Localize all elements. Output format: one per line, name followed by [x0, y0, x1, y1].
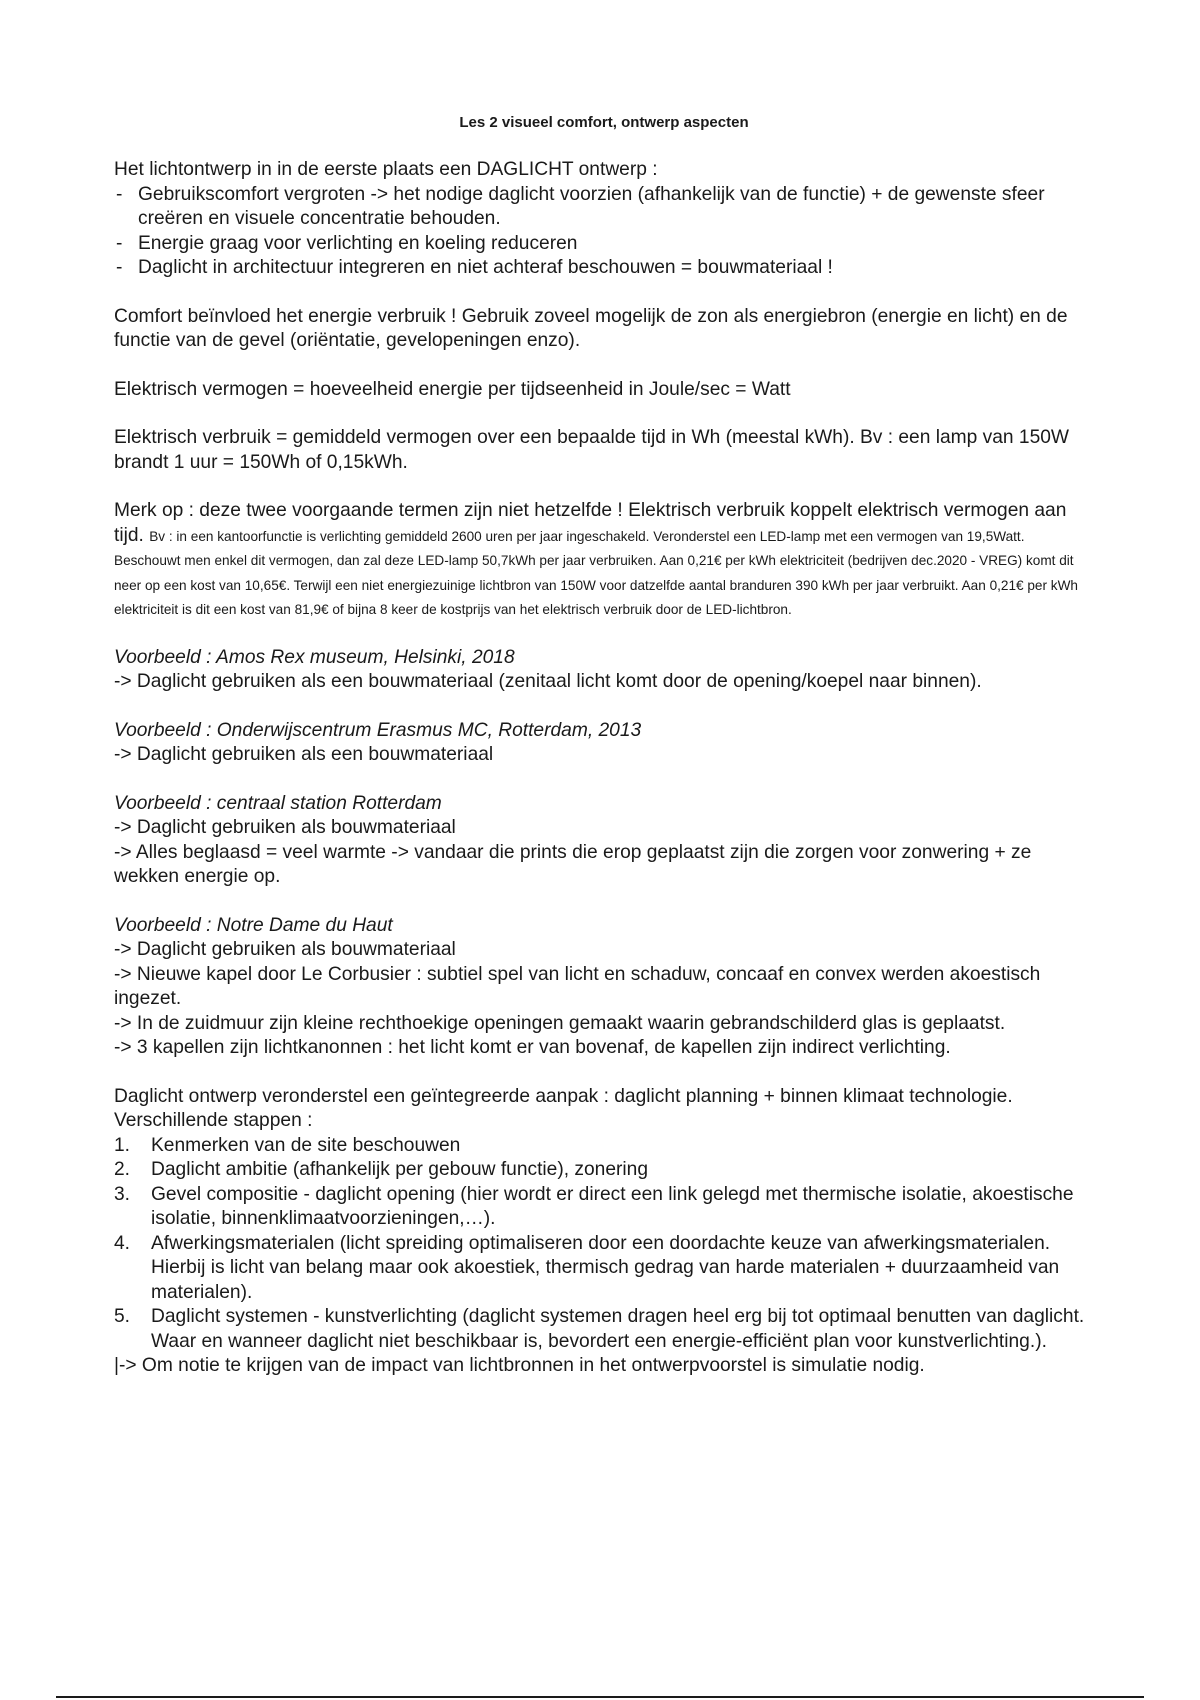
step-text: Afwerkingsmaterialen (licht spreiding optimaliseren door een doordachte keuze van afwerkingsmaterialen. Hierbij is licht van belang maar ook akoestiek, thermisch gedrag van harde materialen + duurzaamheid van materialen).	[151, 1232, 1060, 1303]
list-item: - Daglicht in architectuur integreren en niet achteraf beschouwen = bouwmateriaal !	[114, 256, 1094, 281]
example-line: -> Daglicht gebruiken als bouwmateriaal	[114, 939, 456, 960]
example-line: -> Daglicht gebruiken als bouwmateriaal	[114, 817, 456, 838]
example-heading: Voorbeeld : Notre Dame du Haut	[114, 914, 393, 936]
list-item	[114, 1305, 1094, 1354]
step-text: Gevel compositie - daglicht opening (hier wordt er direct een link gelegd met thermische isolatie, akoestische isolatie, binnenklimaatvoorzieningen,…).	[151, 1183, 1074, 1229]
merkop-main: Merk op : deze twee voorgaande termen zijn niet hetzelfde ! Elektrisch verbruik koppelt elektrisch vermogen aan tijd.	[114, 500, 1067, 546]
bottom-divider	[56, 1696, 1144, 1698]
intro-list	[114, 183, 1094, 281]
list-item	[114, 1183, 1094, 1232]
design-steps	[114, 1134, 1094, 1355]
vermogen-paragraph: Elektrisch vermogen = hoeveelheid energie per tijdseenheid in Joule/sec = Watt	[114, 378, 791, 400]
step-text: Kenmerken van de site beschouwen	[151, 1134, 461, 1156]
step-number: 4.	[114, 1232, 131, 1254]
list-item: - Gebruikscomfort vergroten -> het nodige daglicht voorzien (afhankelijk van de functie) + de gewenste sfeer creëren en visuele concentratie behouden.	[114, 183, 1094, 232]
example-line: -> Daglicht gebruiken als een bouwmateriaal (zenitaal licht komt door de opening/koepel naar binnen).	[114, 671, 982, 692]
example-line: -> 3 kapellen zijn lichtkanonnen : het licht komt er van bovenaf, de kapellen zijn indirect verlichting.	[114, 1037, 951, 1058]
example-line: -> In de zuidmuur zijn kleine rechthoekige openingen gemaakt waarin gebrandschilderd glas is geplaatst.	[114, 1012, 1006, 1034]
example-heading: Voorbeeld : Amos Rex museum, Helsinki, 2018	[114, 646, 515, 668]
list-item	[114, 1134, 1094, 1159]
example-heading: Voorbeeld : Onderwijscentrum Erasmus MC, Rotterdam, 2013	[114, 719, 642, 741]
list-item	[114, 1158, 1094, 1183]
comfort-paragraph: Comfort beïnvloed het energie verbruik ! Gebruik zoveel mogelijk de zon als energiebron (energie en licht) en de functie van de gevel (oriëntatie, gevelopeningen enzo).	[114, 305, 1068, 351]
document-body	[114, 158, 1094, 1379]
step-number: 3.	[114, 1183, 131, 1205]
list-item: - Energie graag voor verlichting en koeling reduceren	[114, 232, 1094, 257]
example-line: -> Daglicht gebruiken als een bouwmateriaal	[114, 744, 494, 765]
step-text: Daglicht ambitie (afhankelijk per gebouw functie), zonering	[151, 1159, 649, 1180]
intro-heading: Het lichtontwerp in in de eerste plaats een DAGLICHT ontwerp :	[114, 159, 658, 180]
step-number: 2.	[114, 1159, 131, 1180]
merkop-paragraph	[114, 499, 1094, 622]
design-conclusion: |-> Om notie te krijgen van de impact van lichtbronnen in het ontwerpvoorstel is simulatie nodig.	[114, 1355, 925, 1376]
design-intro: Daglicht ontwerp veronderstel een geïntegreerde aanpak : daglicht planning + binnen klimaat technologie. Verschillende stappen :	[114, 1085, 1013, 1131]
verbruik-paragraph: Elektrisch verbruik = gemiddeld vermogen over een bepaalde tijd in Wh (meestal kWh). Bv : een lamp van 150W brandt 1 uur = 150Wh of 0,15kWh.	[114, 427, 1070, 473]
example-heading: Voorbeeld : centraal station Rotterdam	[114, 792, 442, 814]
example-line: -> Nieuwe kapel door Le Corbusier : subtiel spel van licht en schaduw, concaaf en convex werden akoestisch ingezet.	[114, 963, 1041, 1009]
merkop-example: Bv : in een kantoorfunctie is verlichting gemiddeld 2600 uren per jaar ingeschakeld. Veronderstel een LED-lamp met een vermogen van 19,5Watt. Beschouwt men enkel dit vermogen, dan zal deze LED-lamp 50,7kWh per jaar verbruiken. Aan 0,21€ per kWh elektriciteit (bedrijven dec.2020 - VREG) komt dit neer op een kost van 10,65€. Terwijl een niet energiezuinige lichtbron van 150W voor datzelfde aantal branduren 390 kWh per jaar verbruikt. Aan 0,21€ per kWh elektriciteit is dit een kost van 81,9€ of bijna 8 keer de kostprijs van het elektrisch verbruik door de LED-lichtbron.	[114, 528, 1078, 617]
step-number: 5.	[114, 1306, 131, 1327]
list-item	[114, 1232, 1094, 1306]
example-line: -> Alles beglaasd = veel warmte -> vandaar die prints die erop geplaatst zijn die zorgen voor zonwering + ze wekken energie op.	[114, 841, 1032, 887]
step-text: Daglicht systemen - kunstverlichting (daglicht systemen dragen heel erg bij tot optimaal benutten van daglicht. Waar en wanneer daglicht niet beschikbaar is, bevordert een energie-efficiënt plan voor kunstverlichting.).	[151, 1306, 1085, 1352]
page-title: Les 2 visueel comfort, ontwerp aspecten	[459, 114, 749, 131]
step-number: 1.	[114, 1134, 131, 1156]
